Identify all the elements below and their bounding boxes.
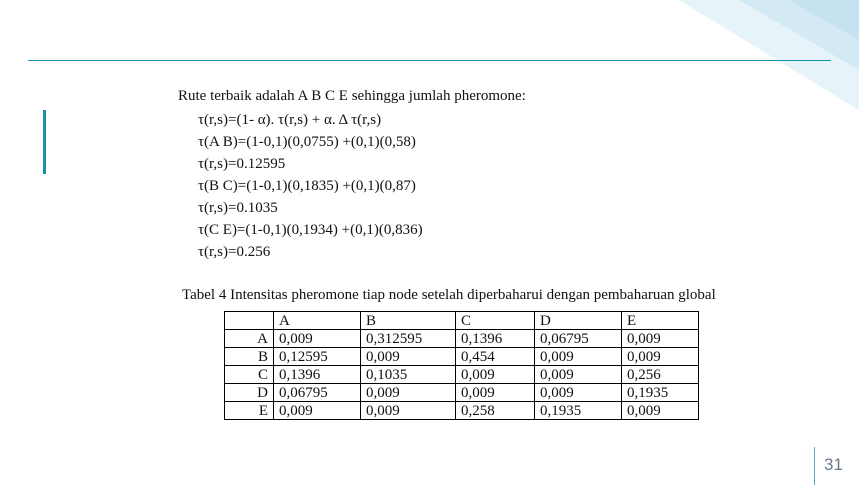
table-cell: 0,312595 bbox=[361, 330, 456, 348]
table-cell: 0,009 bbox=[535, 366, 622, 384]
table-cell: 0,1935 bbox=[535, 402, 622, 420]
table-header-cell bbox=[225, 312, 274, 330]
table-caption: Tabel 4 Intensitas pheromone tiap node setelah diperbaharui dengan pembaharuan global bbox=[182, 287, 716, 303]
pheromone-table bbox=[224, 311, 699, 420]
table-cell: 0,009 bbox=[274, 402, 361, 420]
table-header-cell: B bbox=[361, 312, 456, 330]
table-row bbox=[225, 330, 699, 348]
table-cell: 0,12595 bbox=[274, 348, 361, 366]
left-accent-bar bbox=[43, 110, 46, 174]
table-cell: 0,009 bbox=[622, 402, 699, 420]
table-cell: 0,009 bbox=[456, 366, 535, 384]
table-cell: 0,009 bbox=[361, 348, 456, 366]
table-row bbox=[225, 348, 699, 366]
row-label: C bbox=[225, 366, 274, 384]
table-cell: 0,009 bbox=[622, 330, 699, 348]
table-header-cell: A bbox=[274, 312, 361, 330]
table-cell: 0,06795 bbox=[274, 384, 361, 402]
table-cell: 0,009 bbox=[361, 384, 456, 402]
table-cell: 0,009 bbox=[535, 348, 622, 366]
table-cell: 0,1935 bbox=[622, 384, 699, 402]
intro-text: Rute terbaik adalah A B C E sehingga jumlah pheromone: bbox=[178, 88, 526, 104]
table-row bbox=[225, 366, 699, 384]
page-number-separator bbox=[814, 447, 815, 485]
table-header-cell: E bbox=[622, 312, 699, 330]
table-header-cell: C bbox=[456, 312, 535, 330]
formula-line: τ(A B)=(1-0,1)(0,0755) +(0,1)(0,58) bbox=[198, 134, 416, 150]
formula-line: τ(B C)=(1-0,1)(0,1835) +(0,1)(0,87) bbox=[198, 178, 416, 194]
table-cell: 0,1396 bbox=[274, 366, 361, 384]
table-cell: 0,009 bbox=[622, 348, 699, 366]
row-label: D bbox=[225, 384, 274, 402]
table-cell: 0,1396 bbox=[456, 330, 535, 348]
row-label: B bbox=[225, 348, 274, 366]
table-cell: 0,454 bbox=[456, 348, 535, 366]
table-row bbox=[225, 402, 699, 420]
slide-content bbox=[178, 86, 778, 263]
table-header-cell: D bbox=[535, 312, 622, 330]
table-cell: 0,009 bbox=[274, 330, 361, 348]
table-row bbox=[225, 384, 699, 402]
formula-line: τ(r,s)=0.12595 bbox=[198, 156, 286, 172]
table-header-row bbox=[225, 312, 699, 330]
header-divider bbox=[28, 60, 831, 61]
table-cell: 0,06795 bbox=[535, 330, 622, 348]
table-cell: 0,258 bbox=[456, 402, 535, 420]
row-label: E bbox=[225, 402, 274, 420]
table-cell: 0,009 bbox=[361, 402, 456, 420]
formula-line: τ(r,s)=0.1035 bbox=[198, 200, 278, 216]
table-cell: 0,256 bbox=[622, 366, 699, 384]
formula-line: τ(C E)=(1-0,1)(0,1934) +(0,1)(0,836) bbox=[198, 222, 423, 238]
formula-line: τ(r,s)=(1- α). τ(r,s) + α. Δ τ(r,s) bbox=[198, 112, 382, 128]
table-cell: 0,009 bbox=[535, 384, 622, 402]
formula-line: τ(r,s)=0.256 bbox=[198, 244, 271, 260]
row-label: A bbox=[225, 330, 274, 348]
table-cell: 0,1035 bbox=[361, 366, 456, 384]
table-cell: 0,009 bbox=[456, 384, 535, 402]
page-number: 31 bbox=[824, 455, 843, 474]
